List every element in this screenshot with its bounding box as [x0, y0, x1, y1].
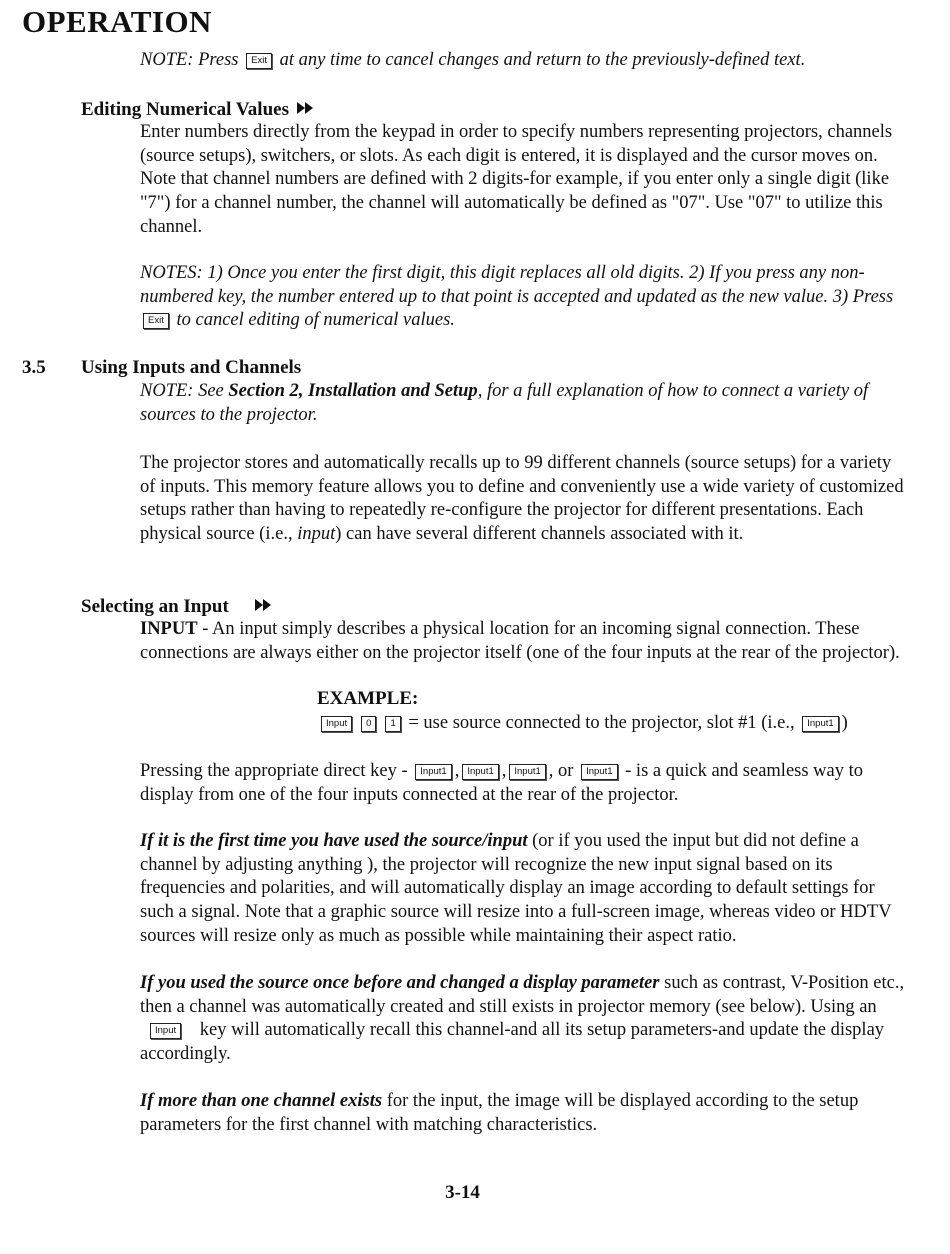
more-channels-paragraph — [140, 1090, 910, 1137]
input1-key-icon: Input1 — [462, 764, 498, 780]
fast-forward-icon — [255, 599, 271, 611]
section-title: Using Inputs and Channels — [81, 357, 302, 378]
section-note — [140, 380, 910, 427]
first-time-paragraph — [140, 830, 910, 949]
input1-key-icon: Input1 — [509, 764, 545, 780]
section-body — [140, 452, 910, 547]
one-key-icon: 1 — [385, 716, 400, 732]
input-key-icon: Input — [321, 716, 352, 732]
section-number: 3.5 — [22, 357, 46, 378]
used-rest-before: such as contrast, V-Position etc., then a channel was automatically created and still exists in projector memory (see below). Using an — [140, 973, 905, 1017]
input-def: - An input simply describes a physical location for an incoming signal connection. These connections are always either on the projector itself (one of the four inputs at the rear of the projector). — [140, 619, 900, 663]
input-key-icon: Input — [150, 1023, 181, 1039]
selecting-heading-text: Selecting an Input — [81, 596, 229, 617]
editing-heading-text: Editing Numerical Values — [81, 99, 289, 120]
pressing-or: , or — [548, 761, 574, 781]
section-body-after: ) can have several different channels associated with it. — [335, 524, 744, 545]
input-term: INPUT — [140, 619, 198, 639]
editing-heading — [81, 99, 313, 121]
pressing-after: - is a quick and seamless way to display from one of the four inputs connected at the rear of the projector. — [140, 761, 864, 805]
input1-key-icon: Input1 — [581, 764, 617, 780]
input1-key-icon: Input1 — [802, 716, 838, 732]
section-note-after: , for a full explanation of how to connect a variety of sources to the projector. — [140, 381, 869, 425]
input-definition — [140, 618, 910, 665]
more-bold: If more than one channel exists — [140, 1091, 383, 1111]
page-header: OPERATION — [22, 4, 212, 39]
editing-notes — [140, 262, 910, 333]
editing-body: Enter numbers directly from the keypad in order to specify numbers representing projectors, channels (source setups), switchers, or slots. As each digit is entered, it is displayed and the cursor moves on. Note that channel numbers are defined with 2 digits-for example, if you enter only a single digit (like "7") for a channel number, the channel will automatically be defined as "07". Use "07" to utilize this channel. — [140, 122, 893, 237]
more-rest: for the input, the image will be displayed according to the setup parameters for the first channel with matching characteristics. — [140, 1091, 859, 1135]
first-bold: If it is the first time you have used the source/input — [140, 831, 528, 851]
pressing-paragraph: Pressing the appropriate direct key - Input1 , Input1 , Input1 , or Input1 - is a quick and seamless way to display from one of the four inputs connected at the rear of the projector. — [140, 761, 864, 805]
pressing-before: Pressing the appropriate direct key - — [140, 761, 408, 781]
section-note-ref: Section 2, Installation and Setup — [228, 381, 478, 401]
first-rest: (or if you used the input but did not define a channel by adjusting anything ), the projector will recognize the new input signal based on its frequencies and polarities, and will automatically display an image according to default settings for such a signal. Note that a graphic source will resize into a full-screen image, whereas video or HDTV sources will resize only as much as possible while maintaining their aspect ratio. — [140, 831, 892, 946]
used-bold: If you used the source once before and changed a display parameter — [140, 973, 660, 993]
used-rest-after: key will automatically recall this channel-and all its setup parameters-and update the display accordingly. — [140, 1020, 885, 1065]
example-close: ) — [841, 713, 848, 733]
exit-key-icon: Exit — [143, 313, 169, 329]
note-exit-after: at any time to cancel changes and return to the previously-defined text. — [279, 50, 806, 70]
note-exit — [140, 49, 930, 73]
note-exit-before: NOTE: Press — [140, 50, 239, 70]
editing-notes-after: to cancel editing of numerical values. — [176, 310, 455, 331]
page-number: 3-14 — [445, 1182, 480, 1203]
used-before-paragraph — [140, 972, 910, 1067]
section-body-before: The projector stores and automatically recalls up to 99 different channels (source setups) for a variety of inputs. This memory feature allows you to define and conveniently use a wide variety of customized setups rather than having to repeatedly re-configure the projector for different presentations. Each physical source (i.e., — [140, 453, 904, 545]
example-line — [317, 712, 917, 736]
fast-forward-icon — [297, 102, 313, 114]
section-note-before: NOTE: See — [140, 381, 224, 401]
zero-key-icon: 0 — [361, 716, 376, 732]
example-text: = use source connected to the projector, slot #1 (i.e., — [408, 713, 795, 733]
exit-key-icon: Exit — [246, 53, 272, 69]
input1-key-icon: Input1 — [415, 764, 451, 780]
selecting-heading — [81, 596, 271, 618]
example-label: EXAMPLE: — [317, 688, 419, 709]
section-body-ital: input — [297, 524, 336, 545]
editing-notes-before: NOTES: 1) Once you enter the first digit, this digit replaces all old digits. 2) If you press any non-numbered key, the number entered up to that point is accepted and updated as the new value. 3) Press — [140, 263, 894, 307]
